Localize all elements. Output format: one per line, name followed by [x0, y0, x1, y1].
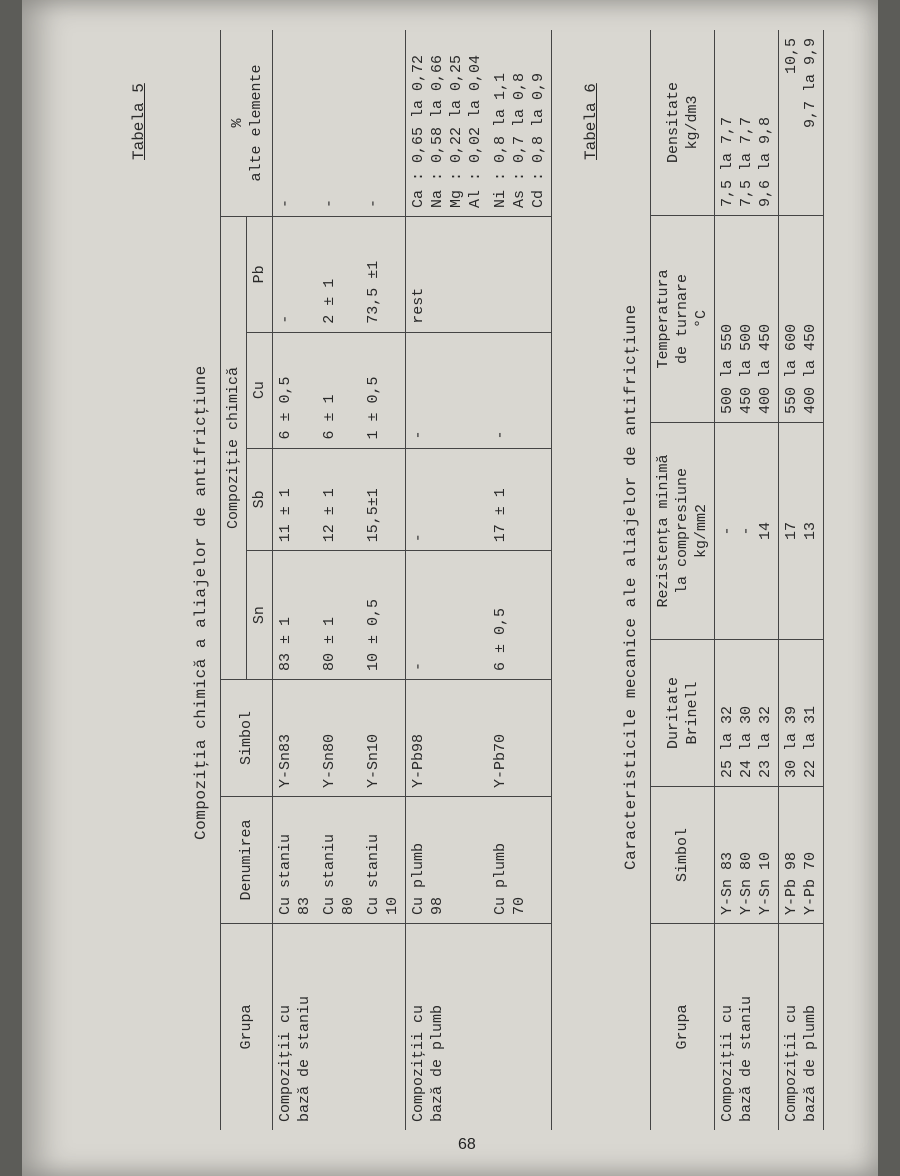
t6-header-densitate: Densitate kg/dm3: [664, 82, 701, 164]
t5-row: [273, 30, 318, 1130]
t6-header-duritate: Duritate Brinell: [651, 640, 715, 787]
t6-cell-simbol: Y-Sn 83 Y-Sn 80 Y-Sn 10: [715, 787, 779, 924]
t5-cell-cu: -: [406, 332, 489, 448]
t5-cell-den: Cu staniu 80: [317, 797, 361, 924]
t5-group-name: Compoziţii cu bază de staniu: [273, 924, 406, 1131]
t6-header-simbol: Simbol: [651, 787, 715, 924]
t5-header-pb: Pb: [247, 217, 273, 333]
table6: [650, 30, 824, 1130]
t5-cell-den: Cu staniu 83: [273, 797, 318, 924]
t5-header-sb: Sb: [247, 448, 273, 551]
t6-cell-rezistenta: 17 13: [779, 423, 824, 640]
t5-cell-pb: 2 ± 1: [317, 217, 361, 333]
t5-header-alte: % alte elemente: [221, 30, 273, 217]
table5-label: Tabela 5: [130, 83, 148, 160]
t5-cell-sn: 6 ± 0,5: [488, 551, 552, 680]
t5-cell-alte: -: [277, 198, 294, 208]
t5-row: [406, 30, 489, 1130]
t6-cell-rezistenta: - - 14: [715, 423, 779, 640]
t5-header-sn: Sn: [247, 551, 273, 680]
t6-cell-duritate: 25 la 32 24 la 30 23 la 32: [715, 640, 779, 787]
t5-cell-den: Cu staniu 10: [361, 797, 406, 924]
t6-cell-simbol: Y-Pb 98 Y-Pb 70: [779, 787, 824, 924]
t6-cell-grupa: Compoziţii cu bază de staniu: [715, 924, 779, 1131]
t5-cell-den: Cu plumb 70: [488, 797, 552, 924]
t5-cell-sn: 80 ± 1: [317, 551, 361, 680]
t5-cell-sb: 12 ± 1: [317, 448, 361, 551]
t6-cell-grupa: Compoziţii cu bază de plumb: [779, 924, 824, 1131]
t5-cell-sn: 83 ± 1: [273, 551, 318, 680]
t5-cell-sim: Y-Sn83: [273, 680, 318, 797]
t5-cell-cu: 1 ± 0,5: [361, 332, 406, 448]
t5-cell-sim: Y-Sn10: [361, 680, 406, 797]
t5-cell-sim: Y-Pb98: [406, 680, 489, 797]
t5-header-compozitie: Compoziţie chimică: [221, 217, 247, 680]
t5-cell-alte: Ni : 0,8 la 1,1 As : 0,7 la 0,8 Cd : 0,8 la 0,9: [492, 72, 547, 208]
t6-header-temperatura: Temperatura de turnare °C: [651, 216, 715, 423]
t6-cell-densitate: 7,5 la 7,7 7,5 la 7,7 9,6 la 9,8: [719, 116, 774, 207]
t5-cell-sb: 11 ± 1: [273, 448, 318, 551]
t6-row: [715, 30, 779, 1130]
t5-cell-sim: Y-Sn80: [317, 680, 361, 797]
table6-title: Caracteristicile mecanice ale aliajelor de antifricţiune: [622, 304, 640, 870]
t5-group-name: Compoziţii cu bază de plumb: [406, 924, 552, 1131]
t6-header-grupa: Grupa: [651, 924, 715, 1131]
t5-cell-sn: -: [406, 551, 489, 680]
t5-cell-cu: -: [488, 332, 552, 448]
t5-header-cu: Cu: [247, 332, 273, 448]
t6-cell-densitate: 10,5 9,7 la 9,9: [783, 38, 819, 129]
t5-cell-pb: [488, 217, 552, 333]
table5-title: Compoziţia chimică a aliajelor de antifricţiune: [192, 365, 210, 840]
t5-header-simbol: Simbol: [221, 680, 273, 797]
t5-cell-sn: 10 ± 0,5: [361, 551, 406, 680]
t5-cell-cu: 6 ± 0,5: [273, 332, 318, 448]
t5-cell-den: Cu plumb 98: [406, 797, 489, 924]
t6-cell-temperatura: 500 la 550 450 la 500 400 la 450: [715, 216, 779, 423]
table5: [220, 30, 552, 1130]
t6-cell-temperatura: 550 la 600 400 la 450: [779, 216, 824, 423]
page-number: 68: [458, 1136, 476, 1153]
t5-cell-alte: -: [321, 198, 338, 208]
t6-cell-duritate: 30 la 39 22 la 31: [779, 640, 824, 787]
t5-cell-pb: rest: [406, 217, 489, 333]
t5-cell-pb: -: [273, 217, 318, 333]
t5-cell-alte: Ca : 0,65 la 0,72 Na : 0,58 la 0,66 Mg : 0,22 la 0,25 Al : 0,02 la 0,04: [410, 54, 484, 208]
t5-header-denumirea: Denumirea: [221, 797, 273, 924]
t6-header-rezistenta: Rezistenţa minimă la compresiune kg/mm2: [651, 423, 715, 640]
t5-cell-pb: 73,5 ±1: [361, 217, 406, 333]
t6-row: [779, 30, 824, 1130]
t5-cell-sim: Y-Pb70: [488, 680, 552, 797]
rotated-content: [42, 30, 900, 1170]
t5-cell-sb: -: [406, 448, 489, 551]
t5-cell-sb: 15,5±1: [361, 448, 406, 551]
t5-cell-sb: 17 ± 1: [488, 448, 552, 551]
t5-header-grupa: Grupa: [221, 924, 273, 1131]
scanned-page: [22, 0, 878, 1176]
table6-label: Tabela 6: [582, 83, 600, 160]
t5-cell-alte: -: [365, 198, 382, 208]
t5-cell-cu: 6 ± 1: [317, 332, 361, 448]
